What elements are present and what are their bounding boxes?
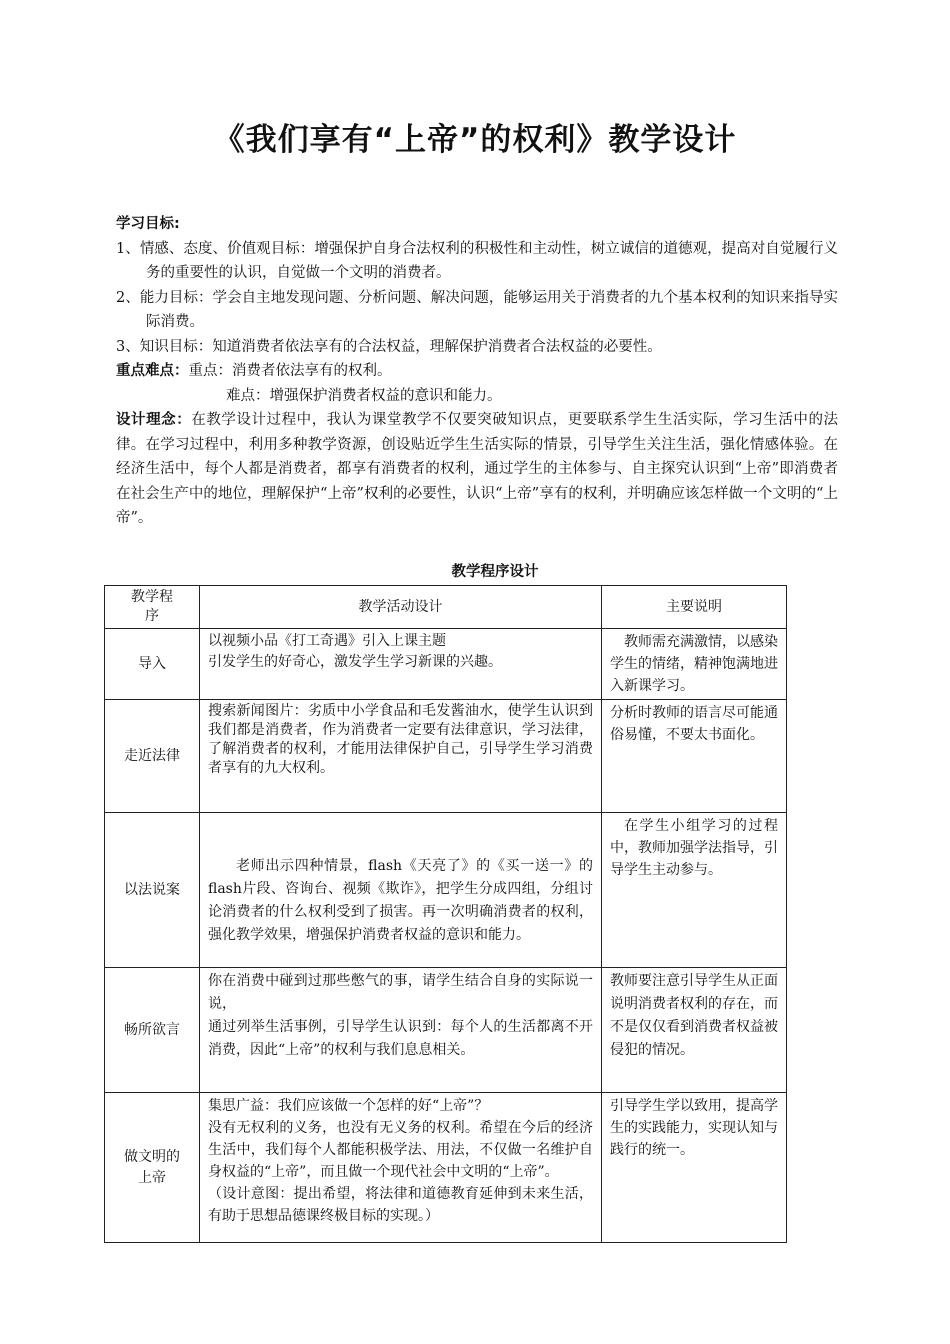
row-activity <box>200 1093 602 1243</box>
teaching-program-table <box>104 585 787 1243</box>
activity-line: 老师出示四种情景，flash《天亮了》的《买一送一》的flash片段、咨询台、视频《欺诈》，把学生分成四组，分组讨论消费者的什么权利受到了损害。再一次明确消费者的权利，强化教学效果，增强保护消费者权益的意识和能力。 <box>208 858 593 943</box>
objectives-heading: 学习目标: <box>116 216 180 232</box>
row-note: 在学生小组学习的过程中，教师加强学法指导，引导学生主动参与。 <box>602 813 787 968</box>
design-concept-label: 设计理念： <box>116 412 192 428</box>
table-row <box>105 700 787 813</box>
row-note: 分析时教师的语言尽可能通俗易懂，不要太书面化。 <box>602 700 787 813</box>
table-row <box>105 813 787 968</box>
activity-line: 搜索新闻图片：劣质中小学食品和毛发酱油水，使学生认识到我们都是消费者，作为消费者一定要有法律意识，学习法律，了解消费者的权利，才能用法律保护自己，引导学生学习消费者享有的九大权利。 <box>208 703 593 776</box>
activity-line: 集思广益：我们应该做一个怎样的好“上帝”？ <box>208 1098 489 1114</box>
key-points-difficulty: 难点：增强保护消费者权益的意识和能力。 <box>226 387 502 404</box>
objective-item-3: 3、知识目标：知道消费者依法享有的合法权益，理解保护消费者合法权益的必要性。 <box>116 338 662 355</box>
key-points-focus-line <box>116 359 838 384</box>
intro-section <box>116 212 838 531</box>
activity-line: 引发学生的好奇心，激发学生学习新课的兴趣。 <box>208 654 502 670</box>
activity-line: （设计意图：提出希望，将法律和道德教育延伸到未来生活，有助于思想品德课终极目标的实现。） <box>208 1186 593 1224</box>
row-note: 引导学生学以致用，提高学生的实践能力，实现认知与践行的统一。 <box>602 1093 787 1243</box>
row-stage <box>105 1093 200 1243</box>
row-note: 教师需充满激情，以感染学生的情绪，精神饱满地进入新课学习。 <box>602 629 787 700</box>
row-stage: 走近法律 <box>105 700 200 813</box>
activity-line: 以视频小品《打工奇遇》引入上课主题 <box>208 633 446 649</box>
table-row <box>105 1093 787 1243</box>
table-row <box>105 629 787 700</box>
row-activity <box>200 968 602 1093</box>
activity-line: 没有无权利的义务，也没有无义务的权利。希望在今后的经济生活中，我们每个人都能积极学法、用法，不仅做一名维护自身权益的“上帝”，而且做一个现代社会中文明的“上帝”。 <box>208 1120 593 1180</box>
header-activity: 教学活动设计 <box>200 586 602 629</box>
row-note: 教师要注意引导学生从正面说明消费者权利的存在，而不是仅仅看到消费者权益被侵犯的情况。 <box>602 968 787 1093</box>
key-points-label: 重点难点： <box>116 363 189 379</box>
objective-item-1: 1、情感、态度、价值观目标：增强保护自身合法权利的积极性和主动性，树立诚信的道德观，提高对自觉履行义务的重要性的认识，自觉做一个文明的消费者。 <box>116 240 838 281</box>
row-stage-label: 做文明的上帝 <box>124 1148 180 1186</box>
row-activity <box>200 813 602 968</box>
activity-line: 你在消费中碰到过那些憋气的事，请学生结合自身的实际说一说， <box>208 973 593 1012</box>
row-activity <box>200 629 602 700</box>
header-note: 主要说明 <box>602 586 787 629</box>
table-header-row <box>105 586 787 629</box>
page-title: 《我们享有“上帝”的权利》教学设计 <box>213 122 737 158</box>
row-activity <box>200 700 602 813</box>
table-title: 教学程序设计 <box>451 564 539 580</box>
header-stage: 教学程序 <box>105 586 200 629</box>
design-concept <box>116 408 838 531</box>
row-stage: 以法说案 <box>105 813 200 968</box>
activity-line: 通过列举生活事例，引导学生认识到：每个人的生活都离不开消费，因此“上帝”的权利与我们息息相关。 <box>208 1019 593 1058</box>
table-row <box>105 968 787 1093</box>
key-points-focus: 重点：消费者依法享有的权利。 <box>188 363 392 379</box>
design-concept-text: 在教学设计过程中，我认为课堂教学不仅要突破知识点，更要联系学生生活实际，学习生活中的法律。在学习过程中，利用多种教学资源，创设贴近学生生活实际的情景，引导学生关注生活，强化情感体验。在经济生活中，每个人都是消费者，都享有消费者的权利，通过学生的主体参与、自主探究认识到“上帝”即消费者在社会生产中的地位，理解保护“上帝”权利的必要性，认识“上帝”享有的权利，并明确应该怎样做一个文明的“上帝”。 <box>116 412 838 526</box>
row-stage: 导入 <box>105 629 200 700</box>
objective-item-2: 2、能力目标：学会自主地发现问题、分析问题、解决问题，能够运用关于消费者的九个基本权利的知识来指导实际消费。 <box>116 289 838 330</box>
row-stage: 畅所欲言 <box>105 968 200 1093</box>
